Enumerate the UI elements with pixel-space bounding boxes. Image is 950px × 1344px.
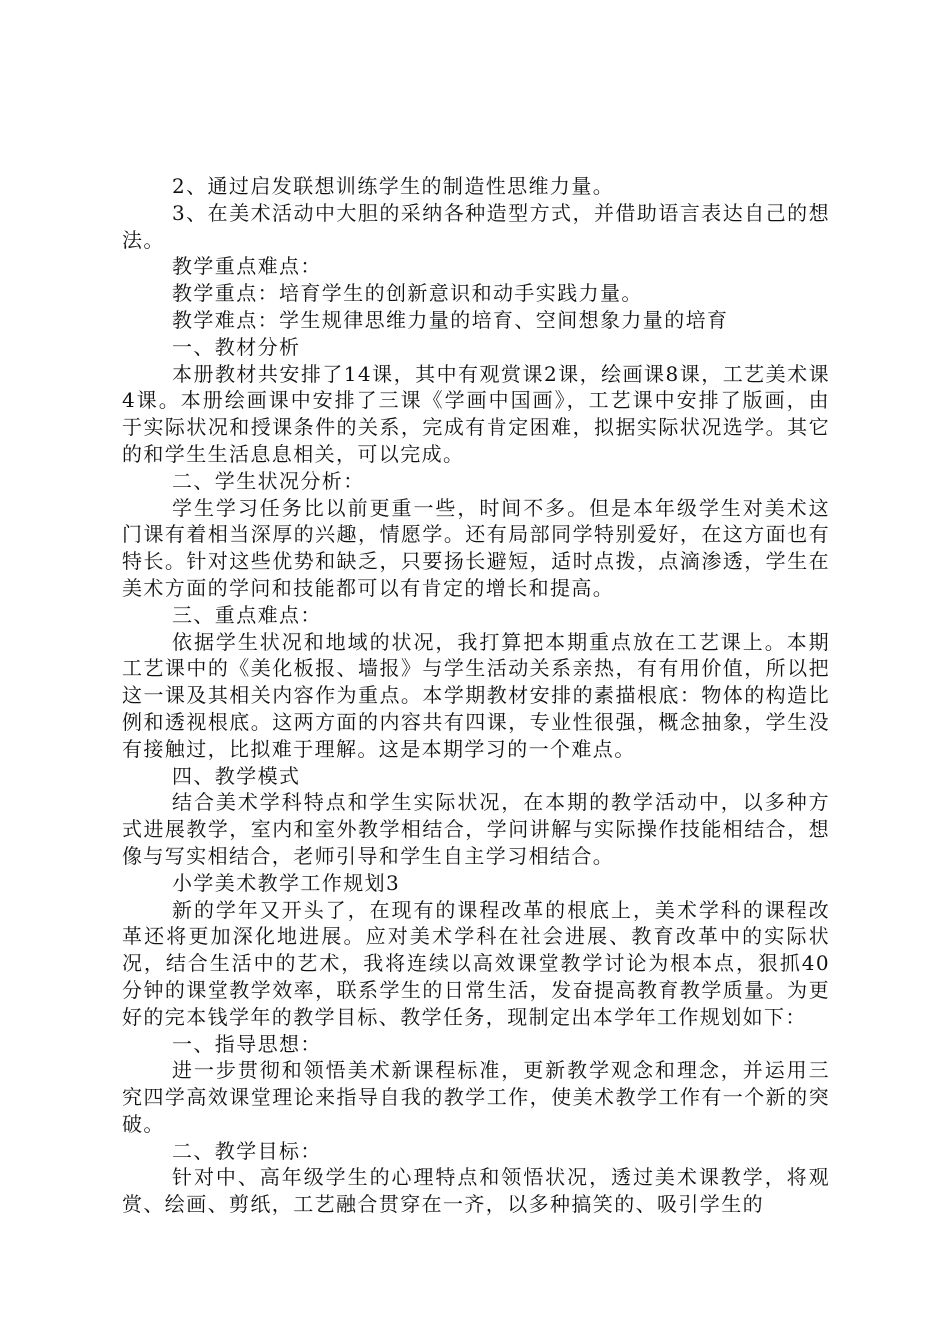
document-body: [122, 173, 830, 1218]
section-heading: 二、教学目标：: [172, 1138, 322, 1163]
section-heading: 三、重点难点：: [172, 602, 322, 627]
paragraph: 进一步贯彻和领悟美术新课程标准，更新教学观念和理念，并运用三究四学高效课堂理论来指导自我的教学工作，使美术教学工作有一个新的突破。: [122, 1058, 830, 1136]
paragraph: 新的学年又开头了，在现有的课程改革的根底上，美术学科的课程改革还将更加深化地进展。应对美术学科在社会进展、教育改革中的实际状况，结合生活中的艺术，我将连续以高效课堂教学讨论为根本点，狠抓40分钟的课堂教学效率，联系学生的日常生活，发奋提高教育教学质量。为更好的完本钱学年的教学目标、教学任务，现制定出本学年工作规划如下：: [122, 897, 830, 1029]
paragraph: 学生学习任务比以前更重一些，时间不多。但是本年级学生对美术这门课有着相当深厚的兴趣，情愿学。还有局部同学特别爱好，在这方面也有特长。针对这些优势和缺乏，只要扬长避短，适时点拨，点滴渗透，学生在美术方面的学问和技能都可以有肯定的增长和提高。: [122, 495, 830, 600]
paragraph: 教学难点：学生规律思维力量的培育、空间想象力量的培育: [172, 307, 729, 332]
section-heading: 教学重点难点：: [172, 254, 322, 279]
section-heading: 四、教学模式: [172, 763, 301, 788]
paragraph: 2、通过启发联想训练学生的制造性思维力量。: [172, 174, 615, 198]
section-heading: 一、教材分析: [172, 334, 301, 359]
paragraph: 针对中、高年级学生的心理特点和领悟状况，透过美术课教学，将观赏、绘画、剪纸，工艺融合贯穿在一齐，以多种搞笑的、吸引学生的: [122, 1165, 830, 1217]
document-title: 小学美术教学工作规划3: [172, 870, 401, 895]
section-heading: 一、指导思想：: [172, 1031, 322, 1056]
paragraph: 教学重点：培育学生的创新意识和动手实践力量。: [172, 281, 643, 306]
paragraph: 依据学生状况和地域的状况，我打算把本期重点放在工艺课上。本期工艺课中的《美化板报、墙报》与学生活动关系亲热，有有用价值，所以把这一课及其相关内容作为重点。本学期教材安排的素描根底：物体的构造比例和透视根底。这两方面的内容共有四课，专业性很强，概念抽象，学生没有接触过，比拟难于理解。这是本期学习的一个难点。: [122, 629, 830, 761]
paragraph: 本册教材共安排了14课，其中有观赏课2课，绘画课8课，工艺美术课4课。本册绘画课中安排了三课《学画中国画》，工艺课中安排了版画，由于实际状况和授课条件的关系，完成有肯定困难，拟据实际状况选学。其它的和学生生活息息相关，可以完成。: [122, 361, 830, 466]
paragraph: 3、在美术活动中大胆的采纳各种造型方式，并借助语言表达自己的想法。: [122, 200, 830, 252]
section-heading: 二、学生状况分析：: [172, 468, 365, 493]
paragraph: 结合美术学科特点和学生实际状况，在本期的教学活动中，以多种方式进展教学，室内和室外教学相结合，学问讲解与实际操作技能相结合，想像与写实相结合，老师引导和学生自主学习相结合。: [122, 790, 830, 868]
